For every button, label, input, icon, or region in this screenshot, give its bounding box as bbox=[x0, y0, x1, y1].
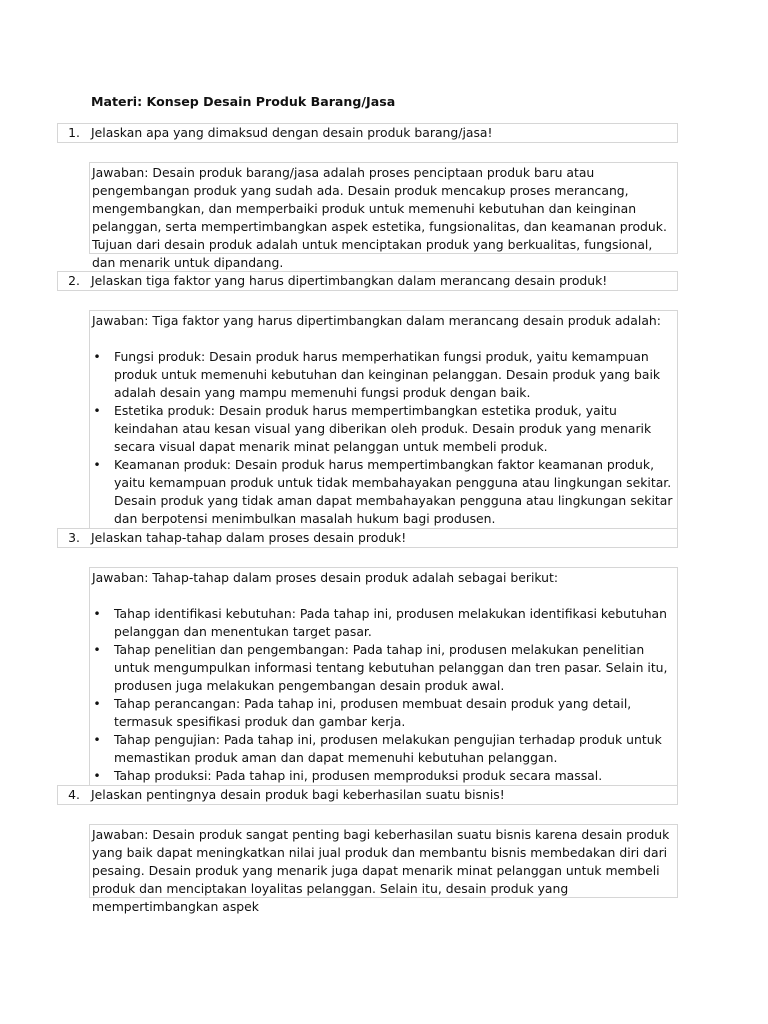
bullet-icon: • bbox=[93, 403, 101, 418]
list-item: • Fungsi produk: Desain produk harus memperhatikan fungsi produk, yaitu kemampuan produk untuk memenuhi kebutuhan dan keinginan pelanggan. Desain produk yang baik adalah desain yang mampu memenuhi fungsi produk dengan baik. bbox=[93, 349, 661, 400]
question-2 bbox=[57, 271, 678, 291]
question-4 bbox=[57, 785, 678, 805]
bullet-list bbox=[92, 348, 677, 528]
bullet-icon: • bbox=[93, 642, 101, 657]
question-3 bbox=[57, 528, 678, 548]
question-text: Jelaskan apa yang dimaksud dengan desain produk barang/jasa! bbox=[91, 125, 493, 140]
bullet-icon: • bbox=[93, 732, 101, 747]
question-number: 3. bbox=[68, 530, 80, 545]
list-item: • Tahap produksi: Pada tahap ini, produsen memproduksi produk secara massal. bbox=[93, 768, 603, 783]
list-item: • Tahap identifikasi kebutuhan: Pada tahap ini, produsen melakukan identifikasi kebutuhan pelanggan dan menentukan target pasar. bbox=[93, 606, 667, 639]
question-text: Jelaskan tahap-tahap dalam proses desain produk! bbox=[91, 530, 407, 545]
answer-text: Jawaban: Desain produk sangat penting bagi keberhasilan suatu bisnis karena desain produk yang baik dapat meningkatkan nilai jual produk dan membantu bisnis membedakan diri dari pesaing. Desain produk yang menarik juga dapat menarik minat pelanggan untuk membeli produk dan menciptakan loyalitas pelanggan. Selain itu, desain produk yang mempertimbangkan aspek bbox=[92, 827, 670, 914]
answer-3 bbox=[89, 567, 678, 786]
answer-text: Jawaban: Desain produk barang/jasa adalah proses penciptaan produk baru atau pengembangan produk yang sudah ada. Desain produk mencakup proses merancang, mengembangkan, dan memperbaiki produk untuk memenuhi kebutuhan dan keinginan pelanggan, serta mempertimbangkan aspek estetika, fungsionalitas, dan keamanan produk. Tujuan dari desain produk adalah untuk menciptakan produk yang berkualitas, fungsional, dan menarik untuk dipandang. bbox=[92, 165, 667, 270]
bullet-list bbox=[92, 605, 677, 785]
list-item: • Estetika produk: Desain produk harus mempertimbangkan estetika produk, yaitu keindahan atau kesan visual yang diberikan oleh produk. Desain produk yang menarik secara visual dapat menarik minat pelanggan untuk membeli produk. bbox=[93, 403, 652, 454]
list-item: • Tahap pengujian: Pada tahap ini, produsen melakukan pengujian terhadap produk untuk memastikan produk aman dan dapat memenuhi kebutuhan pelanggan. bbox=[93, 732, 662, 765]
answer-text: Jawaban: Tiga faktor yang harus dipertimbangkan dalam merancang desain produk adalah: bbox=[92, 313, 661, 328]
question-text: Jelaskan tiga faktor yang harus dipertimbangkan dalam merancang desain produk! bbox=[91, 273, 608, 288]
answer-text: Jawaban: Tahap-tahap dalam proses desain produk adalah sebagai berikut: bbox=[92, 570, 559, 585]
list-item: • Tahap penelitian dan pengembangan: Pada tahap ini, produsen melakukan penelitian untuk mengumpulkan informasi tentang kebutuhan pelanggan dan tren pasar. Selain itu, produsen juga melakukan pengembangan desain produk awal. bbox=[93, 642, 668, 693]
question-number: 2. bbox=[68, 273, 80, 288]
answer-2 bbox=[89, 310, 678, 529]
answer-4 bbox=[89, 824, 678, 914]
question-number: 1. bbox=[68, 125, 80, 140]
question-text: Jelaskan pentingnya desain produk bagi keberhasilan suatu bisnis! bbox=[91, 787, 505, 802]
bullet-icon: • bbox=[93, 349, 101, 364]
bullet-icon: • bbox=[93, 606, 101, 621]
answer-1 bbox=[89, 162, 678, 270]
list-item: • Keamanan produk: Desain produk harus mempertimbangkan faktor keamanan produk, yaitu kemampuan produk untuk tidak membahayakan pengguna atau lingkungan sekitar. Desain produk yang tidak aman dapat membahayakan pengguna atau lingkungan sekitar dan berpotensi menimbulkan masalah hukum bagi produsen. bbox=[93, 457, 673, 526]
question-1 bbox=[57, 123, 678, 143]
bullet-icon: • bbox=[93, 768, 101, 783]
bullet-icon: • bbox=[93, 457, 101, 472]
list-item: • Tahap perancangan: Pada tahap ini, produsen membuat desain produk yang detail, termasuk spesifikasi produk dan gambar kerja. bbox=[93, 696, 632, 729]
page-title: Materi: Konsep Desain Produk Barang/Jasa bbox=[91, 94, 396, 109]
question-number: 4. bbox=[68, 787, 80, 802]
bullet-icon: • bbox=[93, 696, 101, 711]
